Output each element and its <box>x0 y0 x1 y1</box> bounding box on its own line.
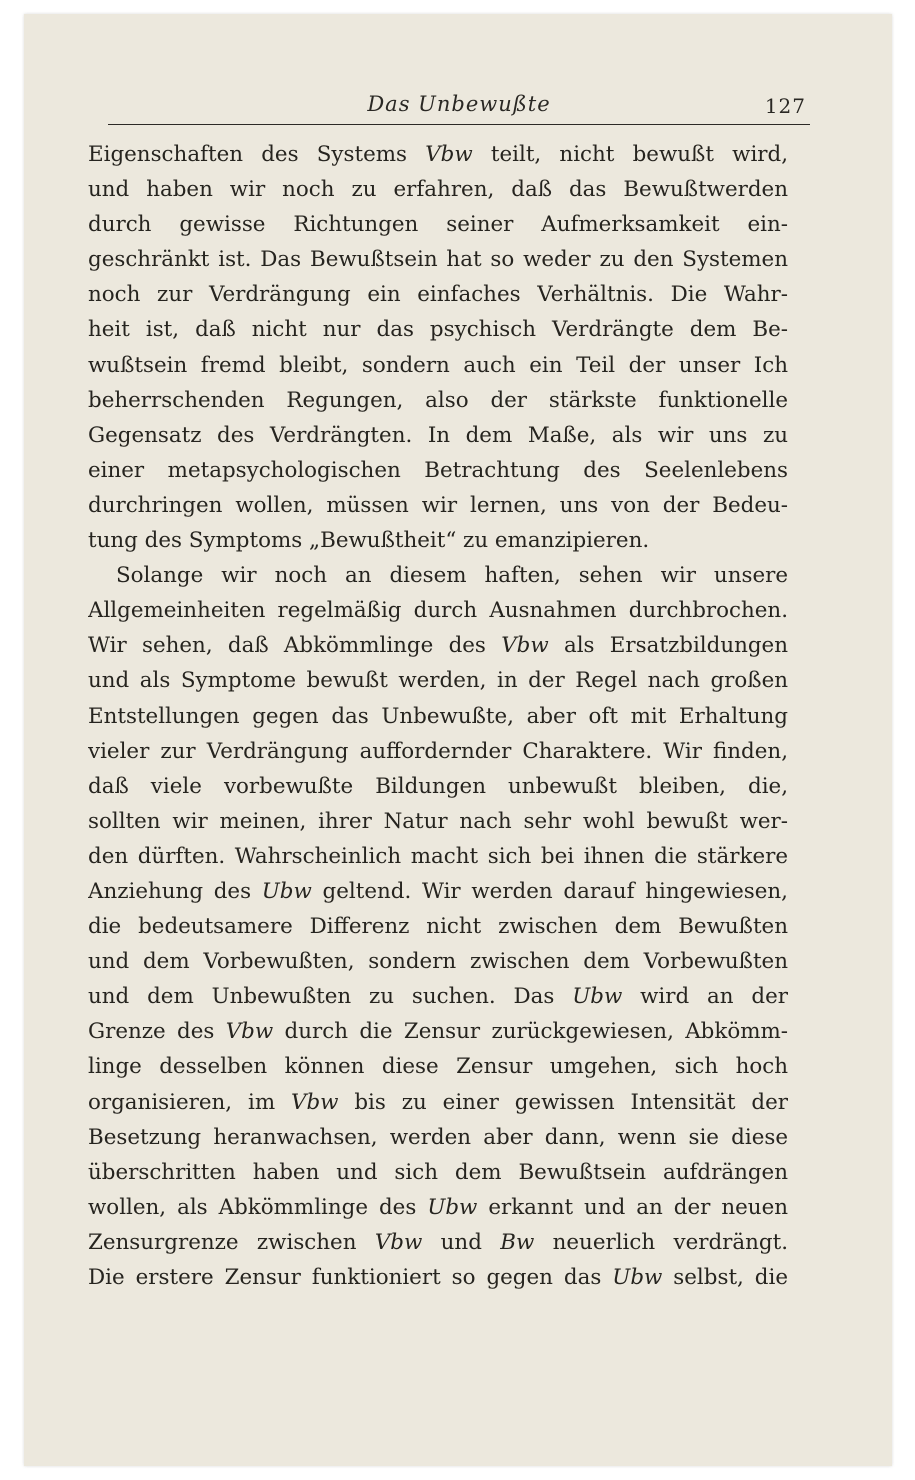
text-line: organisieren, im Vbw bis zu einer gewissen Intensität der <box>88 1089 788 1115</box>
page-number: 127 <box>764 94 806 118</box>
text-line: einer metapsychologischen Betrachtung des Seelenlebens <box>88 457 788 483</box>
text-line: Gegensatz des Verdrängten. In dem Maße, als wir uns zu <box>88 422 788 448</box>
text-line: beherrschenden Regungen, also der stärkste funktionelle <box>88 387 788 413</box>
text-line: geschränkt ist. Das Bewußtsein hat so weder zu den Systemen <box>88 247 788 273</box>
text-line: Entstellungen gegen das Unbewußte, aber oft mit Erhaltung <box>88 703 788 729</box>
text-line: und dem Unbewußten zu suchen. Das Ubw wird an der <box>88 984 788 1010</box>
text-line: noch zur Verdrängung ein einfaches Verhältnis. Die Wahr- <box>88 282 788 308</box>
text-line: wollen, als Abkömmlinge des Ubw erkannt und an der neuen <box>88 1194 788 1220</box>
text-line: Zensurgrenze zwischen Vbw und Bw neuerlich verdrängt. <box>88 1229 788 1255</box>
text-line: linge desselben können diese Zensur umgehen, sich hoch <box>88 1054 788 1080</box>
text-line: durchringen wollen, müssen wir lernen, uns von der Bedeu- <box>88 492 788 518</box>
text-line: wußtsein fremd bleibt, sondern auch ein Teil der unser Ich <box>88 352 788 378</box>
running-head <box>108 90 810 125</box>
text-line: durch gewisse Richtungen seiner Aufmerksamkeit ein- <box>88 212 788 238</box>
text-line: sollten wir meinen, ihrer Natur nach sehr wohl bewußt wer- <box>88 808 788 834</box>
text-line: Wir sehen, daß Abkömmlinge des Vbw als Ersatzbildungen <box>88 633 788 659</box>
text-line: überschritten haben und sich dem Bewußtsein aufdrängen <box>88 1159 788 1185</box>
text-line: Anziehung des Ubw geltend. Wir werden darauf hingewiesen, <box>88 878 788 904</box>
text-line: daß viele vorbewußte Bildungen unbewußt bleiben, die, <box>88 773 788 799</box>
text-line: und als Symptome bewußt werden, in der Regel nach großen <box>88 668 788 694</box>
text-line: den dürften. Wahrscheinlich macht sich bei ihnen die stärkere <box>88 843 788 869</box>
text-line: Solange wir noch an diesem haften, sehen wir unsere <box>116 563 788 589</box>
text-line: die bedeutsamere Differenz nicht zwischen dem Bewußten <box>88 914 788 940</box>
text-line: Eigenschaften des Systems Vbw teilt, nicht bewußt wird, <box>88 142 788 167</box>
running-head-title: Das Unbewußte <box>367 92 551 116</box>
text-line: heit ist, daß nicht nur das psychisch Verdrängte dem Be- <box>88 317 788 343</box>
text-line: Die erstere Zensur funktioniert so gegen das Ubw selbst, die <box>88 1265 788 1290</box>
text-line: und haben wir noch zu erfahren, daß das Bewußtwerden <box>88 177 788 203</box>
text-line: und dem Vorbewußten, sondern zwischen dem Vorbewußten <box>88 949 788 975</box>
text-line: tung des Symptoms „Bewußtheit“ zu emanzipieren. <box>88 528 650 554</box>
paragraph-2 <box>88 558 788 1295</box>
text-line: Besetzung heranwachsen, werden aber dann, wenn sie diese <box>88 1124 788 1150</box>
text-line: vieler zur Verdrängung auffordernder Charaktere. Wir finden, <box>88 738 788 764</box>
body-text <box>88 137 788 1295</box>
text-line: Allgemeinheiten regelmäßig durch Ausnahmen durchbrochen. <box>88 598 788 624</box>
text-line: Grenze des Vbw durch die Zensur zurückgewiesen, Abkömm- <box>88 1019 788 1045</box>
paragraph-1 <box>88 137 788 558</box>
